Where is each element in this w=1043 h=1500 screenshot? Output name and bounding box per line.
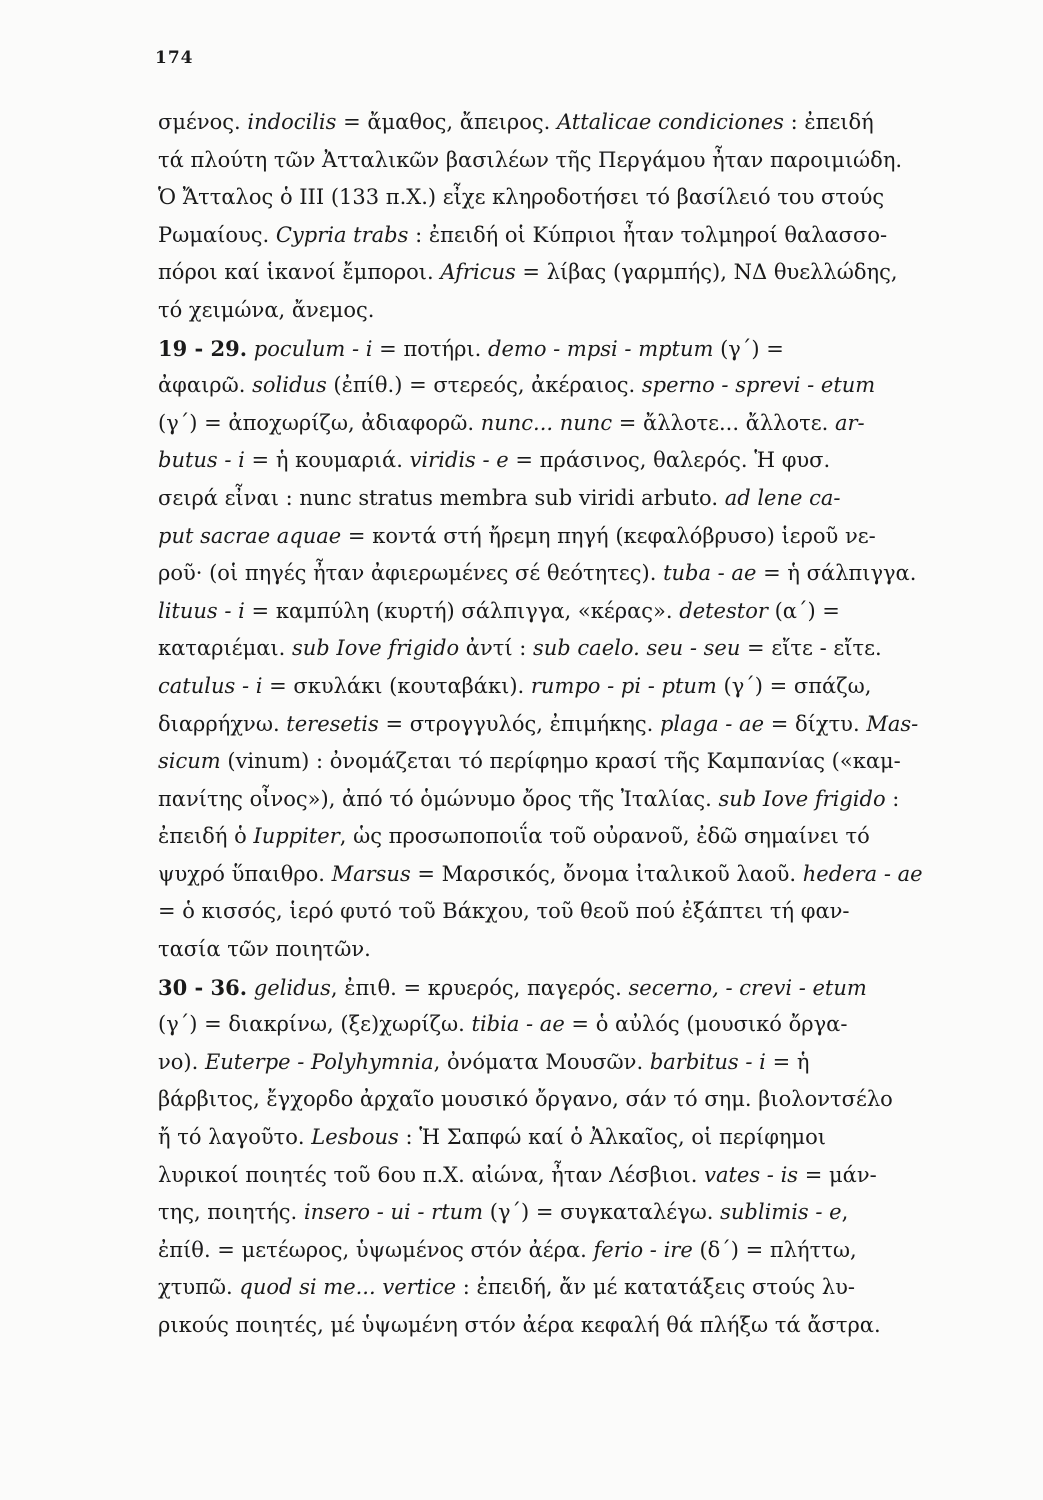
text-line (158, 480, 1028, 518)
latin-term: teresetis (286, 711, 379, 736)
text-segment: = ἡ σάλπιγγα. (756, 561, 917, 586)
text-segment: Ρωμαίους. (158, 222, 276, 247)
text-segment: ἐπειδή ὁ (158, 824, 254, 849)
text-line (158, 442, 1028, 480)
text-segment: τά πλούτη τῶν Ἀτταλικῶν βασιλέων τῆς Περγάμου ἦταν παροιμιώδη. (158, 147, 903, 172)
text-segment: σμένος. (158, 110, 248, 134)
text-segment: = ἡ (765, 1049, 810, 1074)
latin-term: sicum (158, 749, 221, 774)
text-segment: καταριέμαι. (158, 636, 292, 661)
text-segment: ἀντί : (459, 636, 533, 661)
text-line (158, 1269, 1028, 1307)
text-segment: (α΄) = (767, 598, 840, 623)
text-segment: πανίτης οἶνος»), ἀπό τό ὁμώνυμο ὄρος τῆς Ἰταλίας. (158, 786, 719, 811)
text-segment: (γ΄) = διακρίνω, (ξε)χωρίζω. (158, 1012, 472, 1037)
text-segment: τασία τῶν ποιητῶν. (158, 937, 371, 962)
latin-term: plaga - ae (659, 711, 765, 736)
text-segment: , ὡς προσωποποιΐα τοῦ οὐρανοῦ, ἐδῶ σημαίνει τό (339, 824, 870, 849)
latin-term: poculum - i (253, 336, 373, 361)
latin-term: sperno - sprevi - etum (641, 373, 876, 398)
text-line (158, 856, 1028, 894)
latin-term: tibia - ae (471, 1012, 565, 1037)
text-segment: = πράσινος, θαλερός. Ἡ φυσ. (508, 448, 831, 473)
text-segment: βάρβιτος, ἔγχορδο ἀρχαῖο μουσικό ὄργανο, σάν τό σημ. βιολοντσέλο (158, 1087, 893, 1112)
text-segment: σειρά εἶναι : nunc stratus membra sub viridi arbuto. (158, 485, 725, 510)
text-segment: = ποτήρι. (372, 336, 489, 361)
text-segment: της, ποιητής. (158, 1200, 304, 1225)
text-segment: διαρρήχνω. (158, 711, 287, 736)
latin-term: Lesbous (311, 1125, 399, 1150)
text-segment: χτυπῶ. (158, 1275, 240, 1300)
text-segment: (γ΄) = συγκαταλέγω. (483, 1200, 721, 1225)
latin-term: rumpo - pi - ptum (530, 673, 717, 698)
latin-term: Marsus (331, 861, 411, 886)
text-line (158, 367, 1028, 405)
text-line (158, 292, 1028, 330)
text-line (158, 1081, 1028, 1119)
latin-term: Africus (440, 260, 516, 285)
text-segment: = κοντά στή ἤρεμη πηγή (κεφαλόβρυσο) ἱεροῦ νε- (341, 523, 876, 548)
text-line (158, 1232, 1028, 1270)
text-line (158, 142, 1028, 180)
text-segment: , ὀνόματα Μουσῶν. (433, 1049, 650, 1074)
text-segment: πόροι καί ἱκανοί ἔμποροι. (158, 260, 441, 285)
text-segment: = ἡ κουμαριά. (244, 448, 410, 473)
text-line (158, 630, 1028, 668)
text-segment: (δ΄) = πλήττω, (692, 1237, 857, 1262)
text-line (158, 254, 1028, 292)
latin-term: Attalicae condiciones (556, 110, 784, 134)
text-segment: τό χειμώνα, ἄνεμος. (158, 297, 375, 322)
text-segment: : ἐπειδή (783, 110, 874, 134)
text-line (158, 330, 1028, 368)
text-line (158, 969, 1028, 1007)
latin-term: solidus (252, 373, 327, 398)
text-segment: ροῦ· (οἱ πηγές ἦταν ἀφιερωμένες σέ θεότητες). (158, 561, 664, 586)
text-segment: ἤ τό λαγοῦτο. (158, 1125, 312, 1150)
text-segment: λυρικοί ποιητές τοῦ 6ου π.Χ. αἰώνα, ἦταν Λέσβιοι. (158, 1162, 705, 1187)
text-segment: = μάν- (798, 1162, 877, 1187)
text-segment: (γ΄) = σπάζω, (716, 673, 872, 698)
text-segment: = ὁ κισσός, ἱερό φυτό τοῦ Βάκχου, τοῦ θεοῦ πού ἐξάπτει τή φαν- (158, 899, 850, 924)
latin-term: secerno, - crevi - etum (628, 975, 867, 1000)
text-line (158, 743, 1028, 781)
text-segment: = εἴτε - εἴτε. (740, 636, 882, 661)
text-segment: ἐπίθ. = μετέωρος, ὑψωμένος στόν ἀέρα. (158, 1237, 594, 1262)
text-segment: Ὁ Ἄτταλος ὁ III (133 π.Χ.) εἶχε κληροδοτήσει τό βασίλειό του στούς (158, 185, 885, 210)
latin-term: hedera - ae (802, 861, 923, 886)
text-segment: , (841, 1200, 849, 1225)
text-segment: : ἐπειδή, ἄν μέ κατατάξεις στούς λυ- (456, 1275, 856, 1300)
text-line (158, 405, 1028, 443)
text-line (158, 1307, 1028, 1345)
latin-term: detestor (679, 598, 768, 623)
text-line (158, 518, 1028, 556)
text-line (158, 179, 1028, 217)
text-line (158, 781, 1028, 819)
latin-term: Iuppiter (253, 824, 340, 849)
latin-term: lituus - i (158, 598, 245, 623)
text-segment: , ἐπιθ. = κρυερός, παγερός. (330, 975, 629, 1000)
text-segment: = δίχτυ. (764, 711, 867, 736)
text-segment: ρικούς ποιητές, μέ ὑψωμένη στόν ἀέρα κεφαλή θά πλήξω τά ἄστρα. (158, 1313, 881, 1337)
commentary-text (158, 104, 1028, 1345)
text-segment: (ἐπίθ.) = στερεός, ἀκέραιος. (326, 373, 642, 398)
latin-term: insero - ui - rtum (303, 1200, 484, 1225)
text-segment: = λίβας (γαρμπής), ΝΔ θυελλώδης, (515, 260, 898, 285)
text-segment (247, 976, 254, 1000)
text-segment: = Μαρσικός, ὄνομα ἰταλικοῦ λαοῦ. (410, 861, 803, 886)
latin-term: sublimis - e (720, 1200, 842, 1225)
latin-term: barbitus - i (649, 1049, 766, 1074)
text-segment: : ἐπειδή οἱ Κύπριοι ἦταν τολμηροί θαλασσο- (408, 222, 888, 247)
text-segment: = στρογγυλός, ἐπιμήκης. (378, 711, 660, 736)
latin-term: tuba - ae (663, 561, 757, 586)
text-segment: = σκυλάκι (κουταβάκι). (262, 673, 531, 698)
text-line (158, 706, 1028, 744)
latin-term: Mas- (866, 711, 919, 736)
verse-range: 19 - 29. (158, 335, 248, 361)
text-segment: = ἄλλοτε... ἄλλοτε. (612, 410, 835, 435)
text-segment: : Ἡ Σαπφώ καί ὁ Ἀλκαῖος, οἱ περίφημοι (398, 1125, 827, 1150)
latin-term: sub Iove frigido (718, 786, 886, 811)
text-line (158, 555, 1028, 593)
text-segment: νο). (158, 1049, 205, 1074)
text-line (158, 1044, 1028, 1082)
text-line (158, 893, 1028, 931)
text-line (158, 1119, 1028, 1157)
latin-term: indocilis (247, 110, 337, 134)
latin-term: viridis - e (409, 448, 509, 473)
verse-range: 30 - 36. (158, 974, 248, 1000)
text-segment: : (885, 786, 900, 811)
text-line (158, 668, 1028, 706)
latin-term: demo - mpsi - mptum (488, 336, 714, 361)
text-segment: = ἄμαθος, ἄπειρος. (336, 110, 557, 134)
text-segment: = καμπύλη (κυρτή) σάλπιγγα, «κέρας». (244, 598, 680, 623)
latin-term: ar- (834, 410, 865, 435)
latin-term: butus - i (158, 448, 245, 473)
text-segment: ἀφαιρῶ. (158, 373, 253, 398)
latin-term: quod si me... vertice (239, 1275, 457, 1300)
text-line (158, 1157, 1028, 1195)
text-line (158, 104, 1028, 142)
latin-term: sub Iove frigido (291, 636, 460, 661)
text-segment: (γ΄) = ἀποχωρίζω, ἀδιαφορῶ. (158, 410, 481, 435)
text-line (158, 1006, 1028, 1044)
text-segment (247, 337, 254, 361)
latin-term: sub caelo. seu - seu (533, 636, 741, 661)
text-line (158, 931, 1028, 969)
latin-term: Cypria trabs (275, 222, 409, 247)
text-line (158, 593, 1028, 631)
text-segment: ψυχρό ὕπαιθρο. (158, 861, 332, 886)
latin-term: nunc... nunc (480, 410, 613, 435)
text-segment: (vinum) : ὀνομάζεται τό περίφημο κρασί τῆς Καμπανίας («καμ- (220, 749, 901, 774)
text-line (158, 217, 1028, 255)
text-line (158, 818, 1028, 856)
latin-term: ferio - ire (593, 1237, 693, 1262)
latin-term: ad lene ca- (724, 485, 841, 510)
text-line (158, 1194, 1028, 1232)
latin-term: Euterpe - Polyhymnia (204, 1049, 434, 1074)
text-segment: (γ΄) = (713, 336, 784, 361)
latin-term: gelidus (253, 975, 331, 1000)
text-segment: = ὁ αὐλός (μουσικό ὄργα- (564, 1012, 848, 1037)
latin-term: put sacrae aquae (158, 523, 342, 548)
latin-term: catulus - i (158, 673, 263, 698)
latin-term: vates - is (704, 1162, 799, 1187)
page-number: 174 (155, 48, 194, 68)
